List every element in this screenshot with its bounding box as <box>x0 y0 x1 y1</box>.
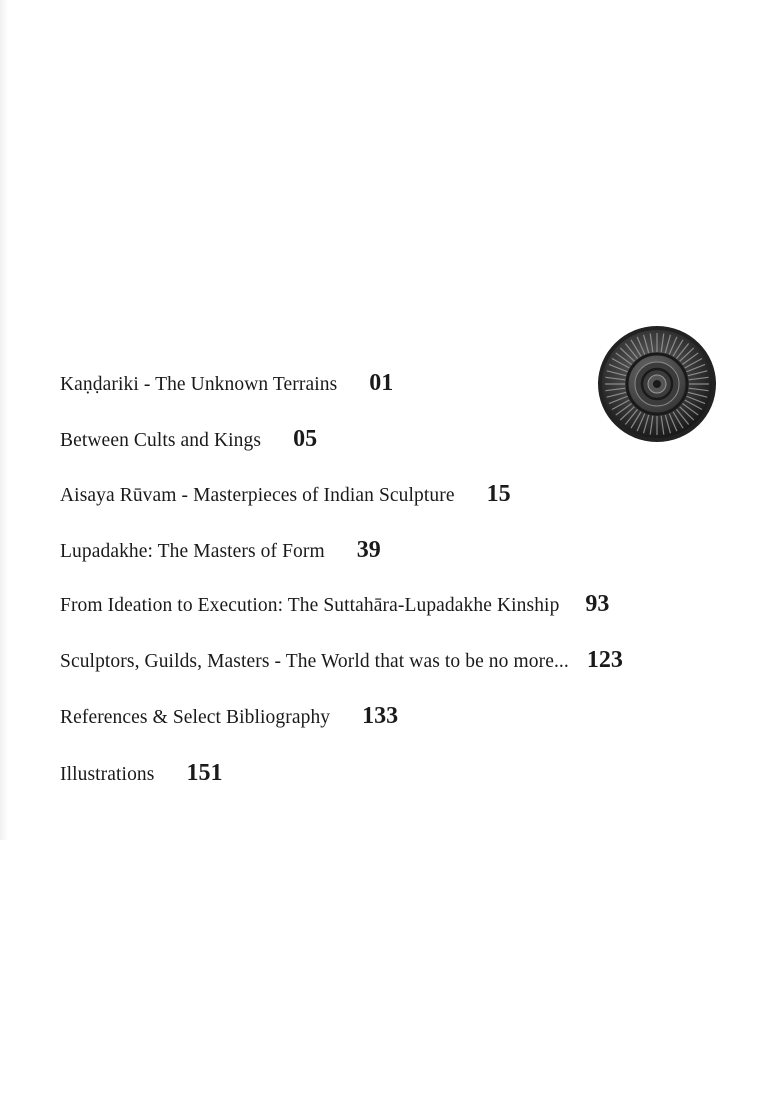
toc-entry[interactable] <box>60 426 317 453</box>
toc-entry[interactable] <box>60 481 511 508</box>
toc-entry[interactable] <box>60 537 381 564</box>
toc-entry[interactable] <box>60 370 393 397</box>
toc-entry-page: 05 <box>293 426 318 452</box>
toc-entry-page: 123 <box>586 647 623 673</box>
toc-entry[interactable] <box>60 647 623 674</box>
toc-entry[interactable] <box>60 591 609 618</box>
toc-entry-title: Kaṇḍariki - The Unknown Terrains <box>60 374 338 395</box>
toc-entry-title: Sculptors, Guilds, Masters - The World that was to be no more... <box>60 651 569 672</box>
toc-entry-page: 151 <box>186 760 223 786</box>
toc-entry-title: From Ideation to Execution: The Suttahāra-Lupadakhe Kinship <box>60 595 560 616</box>
toc-entry-title: Aisaya Rūvam - Masterpieces of Indian Sculpture <box>60 485 455 506</box>
toc-entry[interactable] <box>60 760 222 787</box>
toc-entry-page: 15 <box>486 481 511 507</box>
toc-entry-title: Lupadakhe: The Masters of Form <box>60 541 325 562</box>
toc-entry-page: 39 <box>356 537 381 563</box>
toc-entry-page: 01 <box>369 370 394 396</box>
toc-entry-title: Illustrations <box>60 764 155 785</box>
toc-entry[interactable] <box>60 703 398 730</box>
rosette-medallion-icon <box>596 324 718 444</box>
toc-entry-page: 133 <box>362 703 399 729</box>
toc-entry-title: References & Select Bibliography <box>60 707 331 728</box>
toc-entry-page: 93 <box>585 591 610 617</box>
toc-entry-title: Between Cults and Kings <box>60 430 262 451</box>
